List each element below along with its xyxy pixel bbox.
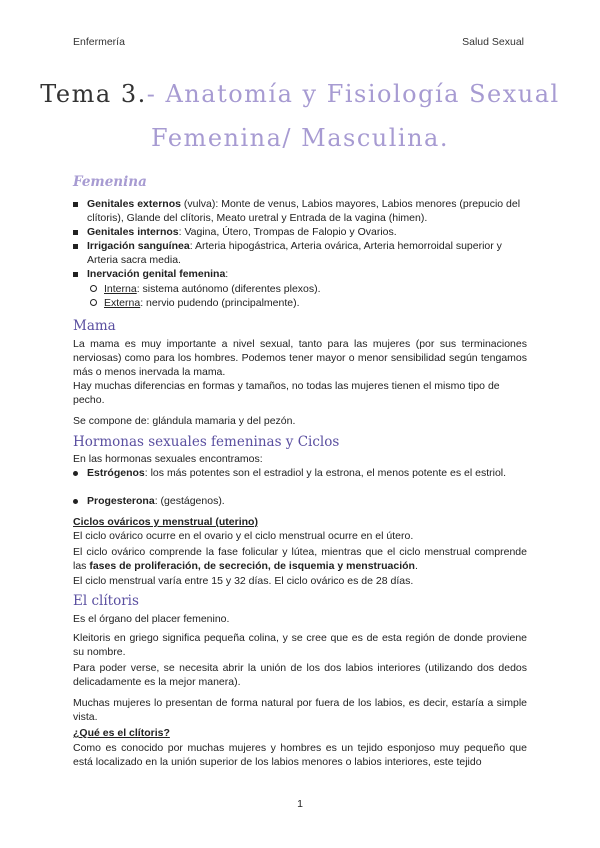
item-bold: Irrigación sanguínea xyxy=(87,240,190,252)
paragraph-ciclos-1: El ciclo ovárico ocurre en el ovario y el ciclo menstrual ocurre en el útero. xyxy=(73,530,414,542)
subheading-que-es-text: ¿Qué es el clítoris? xyxy=(73,727,170,739)
ciclos-2-end: . xyxy=(414,560,418,572)
title-rest: - Anatomía y Fisiología Sexual xyxy=(146,80,560,108)
paragraph-mama-3: Se compone de: glándula mamaria y del pezón. xyxy=(73,415,296,427)
list-item-irrigacion xyxy=(73,239,527,267)
item-text: : nervio pudendo (principalmente). xyxy=(140,297,300,309)
heading-clitoris: El clítoris xyxy=(73,593,139,609)
circle-bullet-icon xyxy=(90,299,97,306)
heading-femenina: Femenina xyxy=(73,174,147,190)
square-bullet-icon xyxy=(73,230,78,235)
bullet-icon xyxy=(73,499,78,504)
list-item-inervacion xyxy=(73,267,527,281)
item-underline: Externa xyxy=(104,297,141,309)
square-bullet-icon xyxy=(73,202,78,207)
list-item-genitales-internos xyxy=(73,225,527,239)
title-tema: Tema 3 xyxy=(40,80,138,108)
item-text: : sistema autónomo (diferentes plexos). xyxy=(136,283,321,295)
paragraph-ciclos-3: El ciclo menstrual varía entre 15 y 32 días. El ciclo ovárico es de 28 días. xyxy=(73,575,414,587)
item-text: (vulva): Monte de venus, Labios mayores, Labios menores (prepucio del clítoris), Glande del clítoris, Meato uretral y Entrada de la vagina (himen). xyxy=(87,198,521,224)
circle-bullet-icon xyxy=(90,285,97,292)
paragraph-clitoris-1: Es el órgano del placer femenino. xyxy=(73,613,230,625)
item-text: : los más potentes son el estradiol y la estrona, el menos potente es el estriol. xyxy=(144,467,507,479)
paragraph-mama-1: La mama es muy importante a nivel sexual, tanto para las mujeres (por sus terminaciones nerviosas) como para los hombres. Podemos tener mayor o menor sensibilidad según tengamos más o menos inervada la mama. xyxy=(73,338,527,378)
item-bold: Estrógenos xyxy=(87,467,145,479)
item-underline: Interna xyxy=(104,283,137,295)
paragraph-clitoris-4: Muchas mujeres lo presentan de forma natural por fuera de los labios, es decir, estaría a simple vista. xyxy=(73,697,527,723)
document-title-line2: Femenina/ Masculina. xyxy=(151,124,449,152)
title-dot: . xyxy=(137,80,147,108)
item-bold: Progesterona xyxy=(87,495,155,507)
ciclos-2-bold: fases de proliferación, de secreción, de isquemia y menstruación xyxy=(89,560,415,572)
header-topic: Salud Sexual xyxy=(462,36,524,48)
paragraph-ciclos-2 xyxy=(73,545,527,573)
item-bold: Genitales internos xyxy=(87,226,179,238)
heading-mama: Mama xyxy=(73,318,116,334)
bullet-icon xyxy=(73,471,78,476)
subheading-ciclos xyxy=(73,515,527,529)
item-text: : Arteria hipogástrica, Arteria ovárica, Arteria hemorroidal superior y Arteria sacra media. xyxy=(87,240,502,266)
paragraph-clitoris-3: Para poder verse, se necesita abrir la unión de los dos labios interiores (utilizando dos dedos delicadamente es la mejor manera). xyxy=(73,662,527,688)
heading-hormonas: Hormonas sexuales femeninas y Ciclos xyxy=(73,434,340,450)
item-text: : (gestágenos). xyxy=(154,495,225,507)
item-bold: Genitales externos xyxy=(87,198,181,210)
square-bullet-icon xyxy=(73,272,78,277)
paragraph-mama-2: Hay muchas diferencias en formas y tamaños, no todas las mujeres tienen el mismo tipo de pecho. xyxy=(73,380,500,406)
sublist-item-interna xyxy=(90,282,527,296)
subheading-que-es xyxy=(73,726,527,740)
list-item-estrogenos xyxy=(73,466,527,480)
subheading-ciclos-text: Ciclos ováricos y menstrual (uterino) xyxy=(73,516,258,528)
square-bullet-icon xyxy=(73,244,78,249)
item-bold: Inervación genital femenina xyxy=(87,268,226,280)
item-text: : xyxy=(225,268,229,280)
header-subject: Enfermería xyxy=(73,36,125,48)
ciclos-2-text: El ciclo ovárico comprende la fase folicular y lútea, mientras que el ciclo menstrual comprende las xyxy=(73,546,527,572)
list-item-progesterona xyxy=(73,494,527,508)
paragraph-clitoris-5: Como es conocido por muchas mujeres y hombres es un tejido esponjoso muy pequeño que está localizado en la unión superior de los labios menores o labios interiores, este tejido xyxy=(73,742,527,768)
sublist-item-externa xyxy=(90,296,527,310)
paragraph-clitoris-2: Kleitoris en griego significa pequeña colina, y se cree que es de esta región de donde proviene su nombre. xyxy=(73,632,527,658)
document-title-line1 xyxy=(0,80,600,108)
paragraph-hormonas-intro: En las hormonas sexuales encontramos: xyxy=(73,453,263,465)
item-text: : Vagina, Útero, Trompas de Falopio y Ovarios. xyxy=(178,226,397,238)
list-item-genitales-externos xyxy=(73,197,527,225)
page-number: 1 xyxy=(297,798,303,810)
